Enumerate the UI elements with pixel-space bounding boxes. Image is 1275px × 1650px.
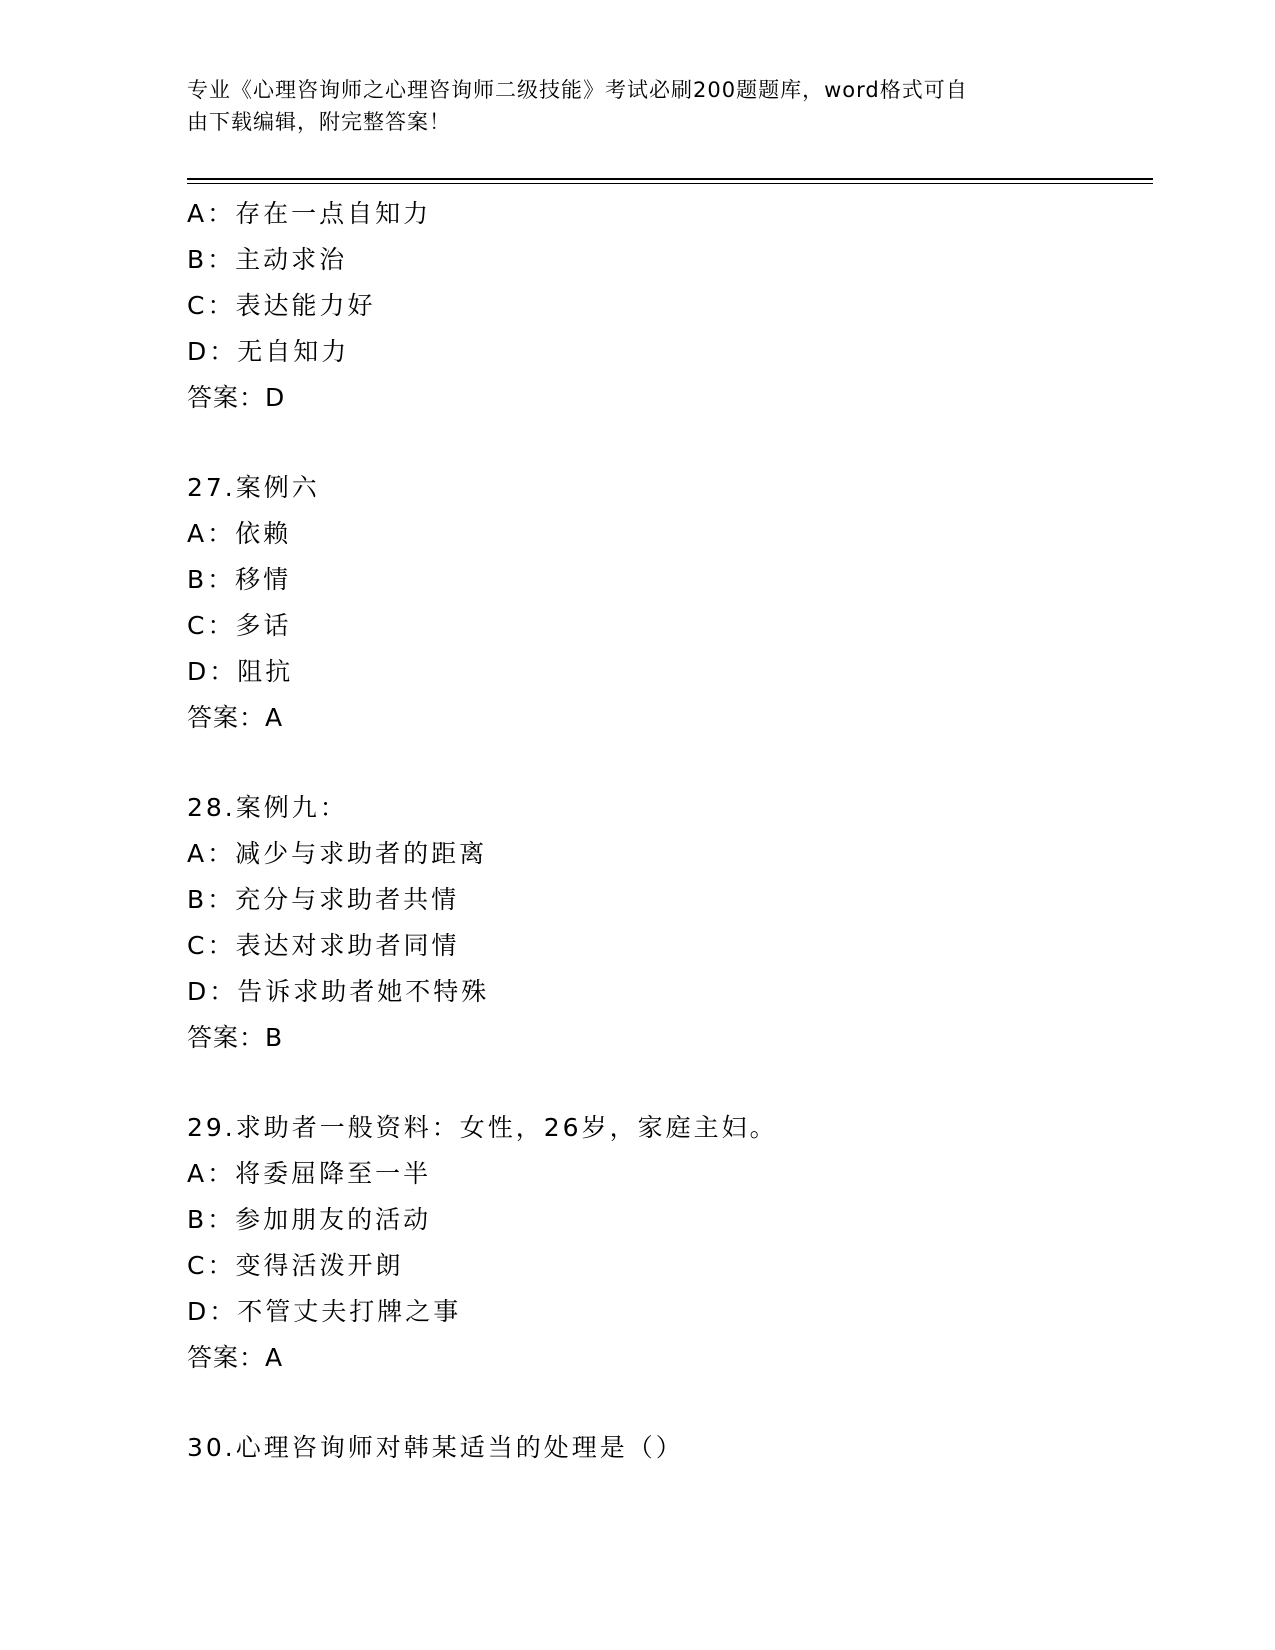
option-c: C：多话 [187, 611, 292, 640]
block-spacer [187, 1061, 1147, 1105]
option-d: D：告诉求助者她不特殊 [187, 977, 490, 1006]
option-d: D：阻抗 [187, 657, 294, 686]
question-list [187, 191, 1147, 1471]
option-b: B：充分与求助者共情 [187, 885, 460, 914]
answer: 答案：B [187, 1023, 284, 1052]
header-divider [187, 178, 1153, 180]
question-block [187, 1105, 1147, 1381]
option-a: A：将委屈降至一半 [187, 1159, 432, 1188]
question-block [187, 785, 1147, 1061]
block-spacer [187, 1381, 1147, 1425]
question-block [187, 465, 1147, 741]
header-divider-thin [187, 183, 1153, 184]
option-d: D：无自知力 [187, 337, 350, 366]
block-spacer [187, 741, 1147, 785]
option-d: D：不管丈夫打牌之事 [187, 1297, 462, 1326]
question-stem: 27.案例六 [187, 473, 320, 502]
option-a: A：依赖 [187, 519, 292, 548]
question-block [187, 191, 1147, 421]
answer: 答案：A [187, 1343, 284, 1372]
question-block [187, 1425, 1147, 1471]
question-stem: 28.案例九： [187, 793, 348, 822]
answer: 答案：D [187, 383, 286, 412]
option-b: B：参加朋友的活动 [187, 1205, 432, 1234]
question-stem: 29.求助者一般资料：女性，26岁，家庭主妇。 [187, 1113, 778, 1142]
header-line-2: 由下载编辑，附完整答案！ [187, 110, 451, 134]
option-a: A：减少与求助者的距离 [187, 839, 488, 868]
option-c: C：变得活泼开朗 [187, 1251, 404, 1280]
header-line-1: 专业《心理咨询师之心理咨询师二级技能》考试必刷200题题库，word格式可自 [187, 78, 968, 102]
question-stem: 30.心理咨询师对韩某适当的处理是（） [187, 1433, 684, 1462]
block-spacer [187, 421, 1147, 465]
option-c: C：表达对求助者同情 [187, 931, 460, 960]
document-header [187, 74, 1067, 138]
option-a: A：存在一点自知力 [187, 199, 432, 228]
answer: 答案：A [187, 703, 284, 732]
option-c: C：表达能力好 [187, 291, 376, 320]
option-b: B：移情 [187, 565, 292, 594]
option-b: B：主动求治 [187, 245, 348, 274]
